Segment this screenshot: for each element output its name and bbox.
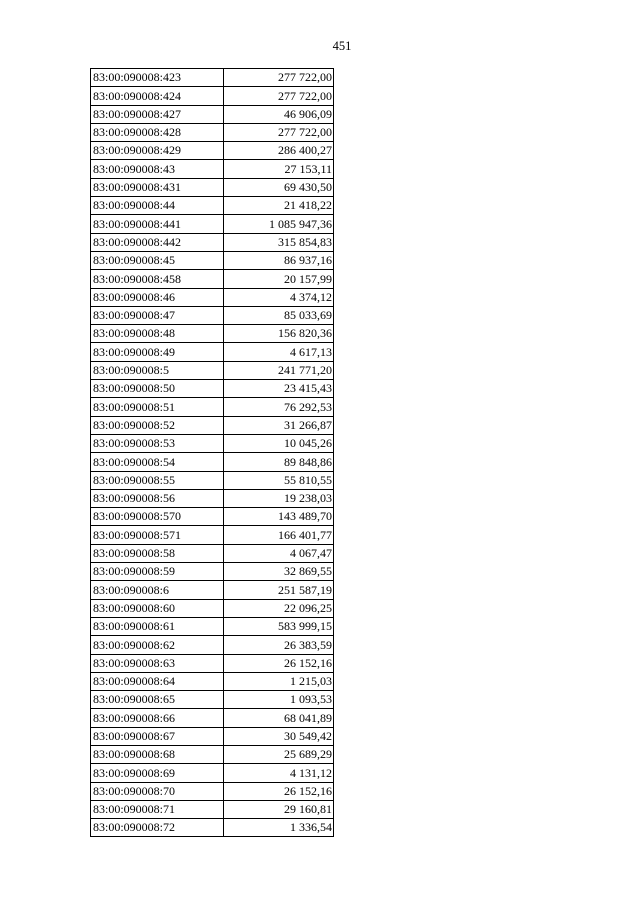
value-cell: 25 689,29 <box>224 745 334 763</box>
table-row <box>91 178 334 196</box>
table-row <box>91 160 334 178</box>
cadastral-number-cell: 83:00:090008:429 <box>91 142 224 160</box>
value-cell: 30 549,42 <box>224 727 334 745</box>
table-row <box>91 563 334 581</box>
value-cell: 32 869,55 <box>224 563 334 581</box>
cadastral-number-cell: 83:00:090008:570 <box>91 508 224 526</box>
table-row <box>91 745 334 763</box>
table-body <box>91 69 334 837</box>
table-row <box>91 416 334 434</box>
value-cell: 10 045,26 <box>224 434 334 452</box>
value-cell: 20 157,99 <box>224 270 334 288</box>
cadastral-number-cell: 83:00:090008:63 <box>91 654 224 672</box>
table-row <box>91 398 334 416</box>
cadastral-number-cell: 83:00:090008:52 <box>91 416 224 434</box>
value-cell: 26 152,16 <box>224 782 334 800</box>
value-cell: 1 215,03 <box>224 672 334 690</box>
table-row <box>91 636 334 654</box>
table-row <box>91 617 334 635</box>
table-row <box>91 197 334 215</box>
value-cell: 46 906,09 <box>224 105 334 123</box>
value-cell: 156 820,36 <box>224 325 334 343</box>
value-cell: 86 937,16 <box>224 251 334 269</box>
cadastral-number-cell: 83:00:090008:59 <box>91 563 224 581</box>
cadastral-number-cell: 83:00:090008:47 <box>91 306 224 324</box>
table-row <box>91 251 334 269</box>
value-cell: 143 489,70 <box>224 508 334 526</box>
cadastral-number-cell: 83:00:090008:46 <box>91 288 224 306</box>
cadastral-number-cell: 83:00:090008:441 <box>91 215 224 233</box>
cadastral-number-cell: 83:00:090008:50 <box>91 380 224 398</box>
cadastral-number-cell: 83:00:090008:458 <box>91 270 224 288</box>
cadastral-value-table <box>90 68 334 837</box>
table-row <box>91 306 334 324</box>
cadastral-number-cell: 83:00:090008:71 <box>91 800 224 818</box>
table-row <box>91 727 334 745</box>
table-row <box>91 361 334 379</box>
value-cell: 277 722,00 <box>224 69 334 87</box>
cadastral-number-cell: 83:00:090008:423 <box>91 69 224 87</box>
table-row <box>91 819 334 837</box>
table-row <box>91 508 334 526</box>
value-cell: 1 085 947,36 <box>224 215 334 233</box>
cadastral-number-cell: 83:00:090008:61 <box>91 617 224 635</box>
cadastral-number-cell: 83:00:090008:68 <box>91 745 224 763</box>
table-row <box>91 691 334 709</box>
cadastral-number-cell: 83:00:090008:427 <box>91 105 224 123</box>
value-cell: 166 401,77 <box>224 526 334 544</box>
cadastral-number-cell: 83:00:090008:48 <box>91 325 224 343</box>
value-cell: 1 336,54 <box>224 819 334 837</box>
cadastral-number-cell: 83:00:090008:428 <box>91 123 224 141</box>
table-row <box>91 544 334 562</box>
value-cell: 22 096,25 <box>224 599 334 617</box>
cadastral-number-cell: 83:00:090008:58 <box>91 544 224 562</box>
value-cell: 89 848,86 <box>224 453 334 471</box>
table-row <box>91 325 334 343</box>
cadastral-number-cell: 83:00:090008:49 <box>91 343 224 361</box>
value-cell: 55 810,55 <box>224 471 334 489</box>
cadastral-number-cell: 83:00:090008:5 <box>91 361 224 379</box>
cadastral-number-cell: 83:00:090008:64 <box>91 672 224 690</box>
value-cell: 26 152,16 <box>224 654 334 672</box>
cadastral-number-cell: 83:00:090008:65 <box>91 691 224 709</box>
value-cell: 21 418,22 <box>224 197 334 215</box>
cadastral-number-cell: 83:00:090008:70 <box>91 782 224 800</box>
cadastral-number-cell: 83:00:090008:571 <box>91 526 224 544</box>
table-row <box>91 69 334 87</box>
cadastral-number-cell: 83:00:090008:72 <box>91 819 224 837</box>
cadastral-number-cell: 83:00:090008:43 <box>91 160 224 178</box>
table-row <box>91 782 334 800</box>
cadastral-number-cell: 83:00:090008:56 <box>91 489 224 507</box>
value-cell: 4 374,12 <box>224 288 334 306</box>
value-cell: 26 383,59 <box>224 636 334 654</box>
table-row <box>91 233 334 251</box>
value-cell: 251 587,19 <box>224 581 334 599</box>
table-row <box>91 709 334 727</box>
table-row <box>91 800 334 818</box>
cadastral-number-cell: 83:00:090008:431 <box>91 178 224 196</box>
table-row <box>91 123 334 141</box>
cadastral-number-cell: 83:00:090008:69 <box>91 764 224 782</box>
table-row <box>91 380 334 398</box>
cadastral-number-cell: 83:00:090008:54 <box>91 453 224 471</box>
table-row <box>91 87 334 105</box>
table-row <box>91 142 334 160</box>
value-cell: 4 131,12 <box>224 764 334 782</box>
cadastral-number-cell: 83:00:090008:6 <box>91 581 224 599</box>
value-cell: 4 617,13 <box>224 343 334 361</box>
table-row <box>91 581 334 599</box>
value-cell: 27 153,11 <box>224 160 334 178</box>
table-row <box>91 599 334 617</box>
cadastral-number-cell: 83:00:090008:45 <box>91 251 224 269</box>
value-cell: 31 266,87 <box>224 416 334 434</box>
table-row <box>91 270 334 288</box>
value-cell: 277 722,00 <box>224 87 334 105</box>
table-row <box>91 215 334 233</box>
table-row <box>91 434 334 452</box>
table-row <box>91 672 334 690</box>
value-cell: 68 041,89 <box>224 709 334 727</box>
cadastral-number-cell: 83:00:090008:62 <box>91 636 224 654</box>
value-cell: 85 033,69 <box>224 306 334 324</box>
cadastral-number-cell: 83:00:090008:442 <box>91 233 224 251</box>
table-row <box>91 764 334 782</box>
table-row <box>91 526 334 544</box>
table-row <box>91 489 334 507</box>
table-row <box>91 105 334 123</box>
value-cell: 29 160,81 <box>224 800 334 818</box>
value-cell: 76 292,53 <box>224 398 334 416</box>
table-row <box>91 453 334 471</box>
cadastral-number-cell: 83:00:090008:66 <box>91 709 224 727</box>
value-cell: 19 238,03 <box>224 489 334 507</box>
value-cell: 315 854,83 <box>224 233 334 251</box>
cadastral-number-cell: 83:00:090008:55 <box>91 471 224 489</box>
value-cell: 241 771,20 <box>224 361 334 379</box>
cadastral-number-cell: 83:00:090008:44 <box>91 197 224 215</box>
value-cell: 583 999,15 <box>224 617 334 635</box>
value-cell: 69 430,50 <box>224 178 334 196</box>
value-cell: 286 400,27 <box>224 142 334 160</box>
value-cell: 277 722,00 <box>224 123 334 141</box>
table-row <box>91 654 334 672</box>
value-cell: 1 093,53 <box>224 691 334 709</box>
page-number: 451 <box>332 39 352 53</box>
cadastral-number-cell: 83:00:090008:67 <box>91 727 224 745</box>
table-row <box>91 343 334 361</box>
cadastral-number-cell: 83:00:090008:424 <box>91 87 224 105</box>
cadastral-number-cell: 83:00:090008:53 <box>91 434 224 452</box>
table-row <box>91 471 334 489</box>
table-row <box>91 288 334 306</box>
cadastral-number-cell: 83:00:090008:60 <box>91 599 224 617</box>
cadastral-number-cell: 83:00:090008:51 <box>91 398 224 416</box>
value-cell: 23 415,43 <box>224 380 334 398</box>
value-cell: 4 067,47 <box>224 544 334 562</box>
